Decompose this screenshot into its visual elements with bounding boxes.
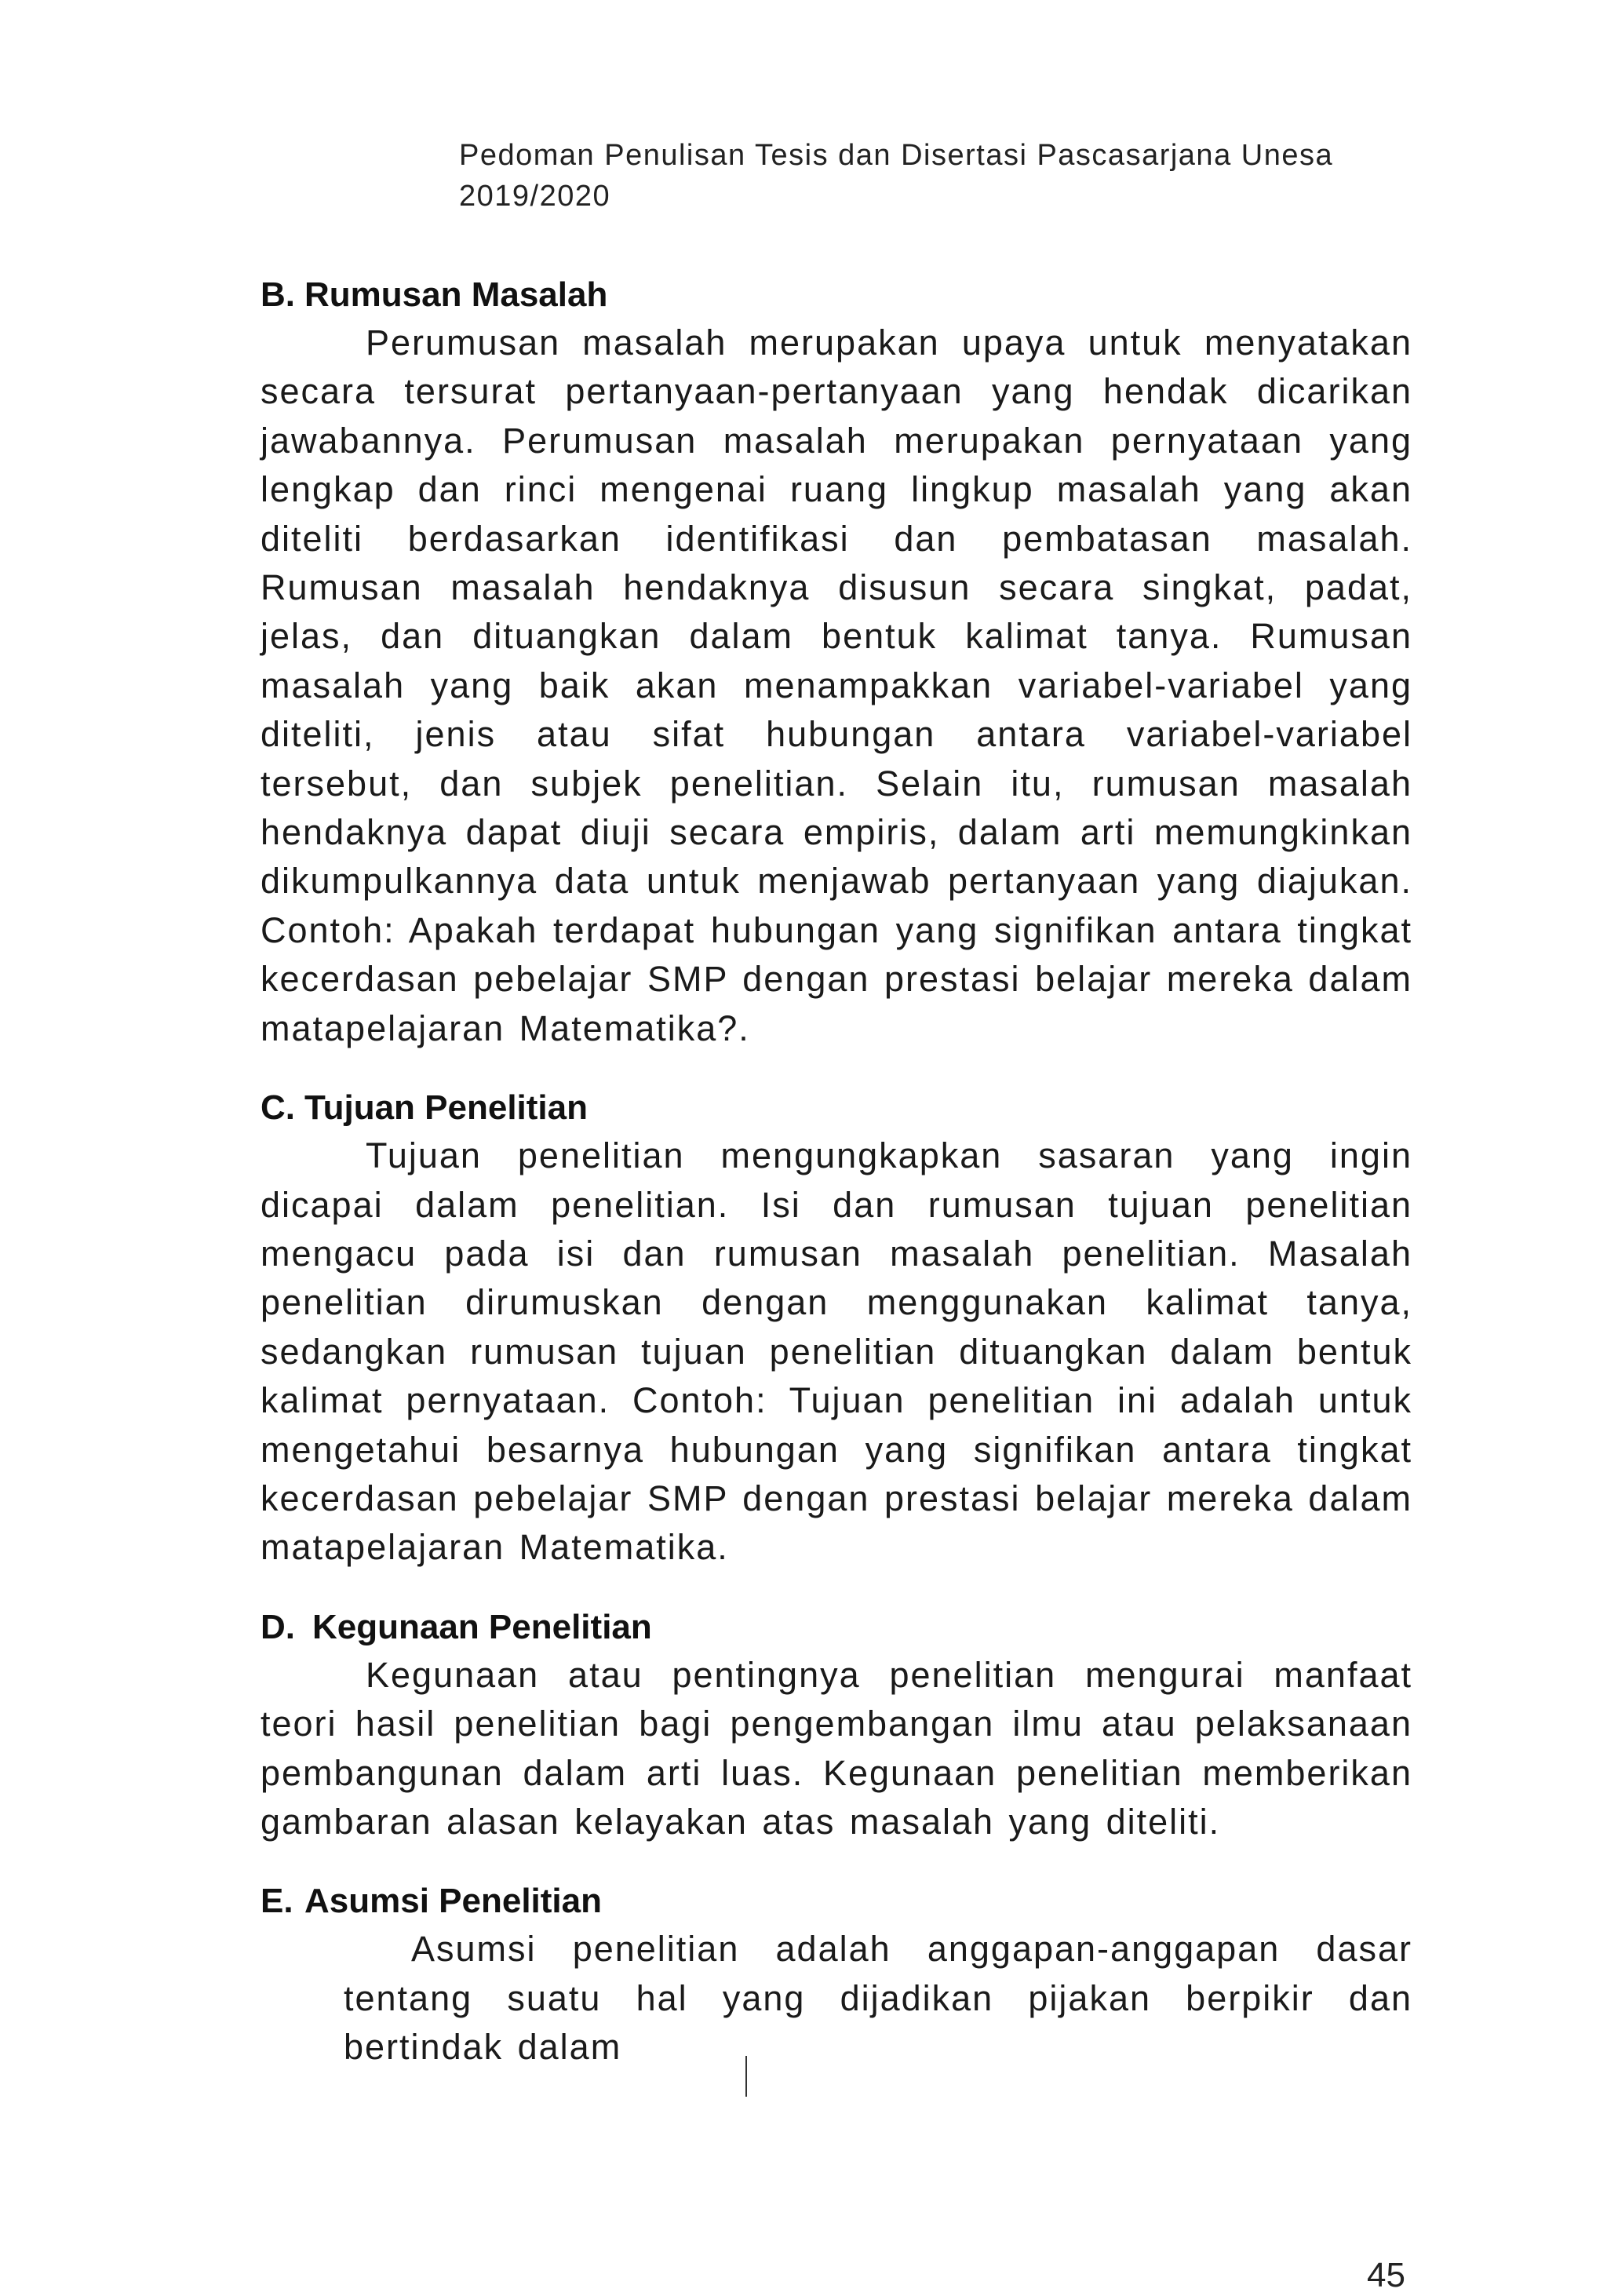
section-title: Rumusan Masalah [304,275,608,314]
section-heading [261,1878,1412,1925]
section-asumsi-penelitian [261,1878,1412,2072]
section-title: Tujuan Penelitian [304,1088,589,1128]
section-title: Asumsi Penelitian [304,1882,603,1921]
section-paragraph: Kegunaan atau pentingnya penelitian mengurai manfaat teori hasil penelitian bagi pengembangan ilmu atau pelaksanaan pembangunan dalam arti luas. Kegunaan penelitian memberikan gambaran alasan kelayakan atas masalah yang diteliti. [261,1654,1412,1842]
running-header-year: 2019/2020 [459,180,611,213]
section-letter: E. [261,1882,293,1921]
section-rumusan-masalah [261,272,1412,1053]
running-header [459,135,1432,217]
section-kegunaan-penelitian [261,1604,1412,1847]
section-letter: B. [261,275,295,314]
section-paragraph: Tujuan penelitian mengungkapkan sasaran yang ingin dicapai dalam penelitian. Isi dan rumusan tujuan penelitian mengacu pada isi dan rumusan masalah penelitian. Masalah penelitian dirumuskan dengan menggunakan kalimat tanya, sedangkan rumusan tujuan penelitian dituangkan dalam bentuk kalimat pernyataan. Contoh: Tujuan penelitian ini adalah untuk mengetahui besarnya hubungan yang signifikan antara tingkat kecerdasan pebelajar SMP dengan prestasi belajar mereka dalam matapelajaran Matematika. [261,1135,1412,1568]
section-heading [261,272,1412,319]
section-title: Kegunaan Penelitian [312,1607,652,1646]
section-letter: D. [261,1607,295,1646]
section-paragraph: Asumsi penelitian adalah anggapan-anggapan dasar tentang suatu hal yang dijadikan pijakan berpikir dan bertindak dalam [344,1929,1412,2068]
page-number: 45 [1367,2256,1405,2294]
section-paragraph: Perumusan masalah merupakan upaya untuk menyatakan secara tersurat pertanyaan-pertanyaan yang hendak dicarikan jawabannya. Perumusan masalah merupakan pernyataan yang lengkap dan rinci mengenai ruang lingkup masalah yang akan diteliti berdasarkan identifikasi dan pembatasan masalah. Rumusan masalah hendaknya disusun secara singkat, padat, jelas, dan dituangkan dalam bentuk kalimat tanya. Rumusan masalah yang baik akan menampakkan variabel-variabel yang diteliti, jenis atau sifat hubungan antara variabel-variabel tersebut, dan subjek penelitian. Selain itu, rumusan masalah hendaknya dapat diuji secara empiris, dalam arti memungkinkan dikumpulkannya data untuk menjawab pertanyaan yang diajukan. Contoh: Apakah terdapat hubungan yang signifikan antara tingkat kecerdasan pebelajar SMP dengan prestasi belajar mereka dalam matapelajaran Matematika?. [261,323,1412,1048]
section-letter: C. [261,1088,295,1128]
text-cursor-mark [745,2056,747,2097]
running-header-title: Pedoman Penulisan Tesis dan Disertasi Pascasarjana Unesa [459,139,1334,172]
section-heading [261,1604,1412,1651]
section-tujuan-penelitian [261,1084,1412,1573]
section-heading [261,1084,1412,1132]
page-content [261,272,1412,2072]
